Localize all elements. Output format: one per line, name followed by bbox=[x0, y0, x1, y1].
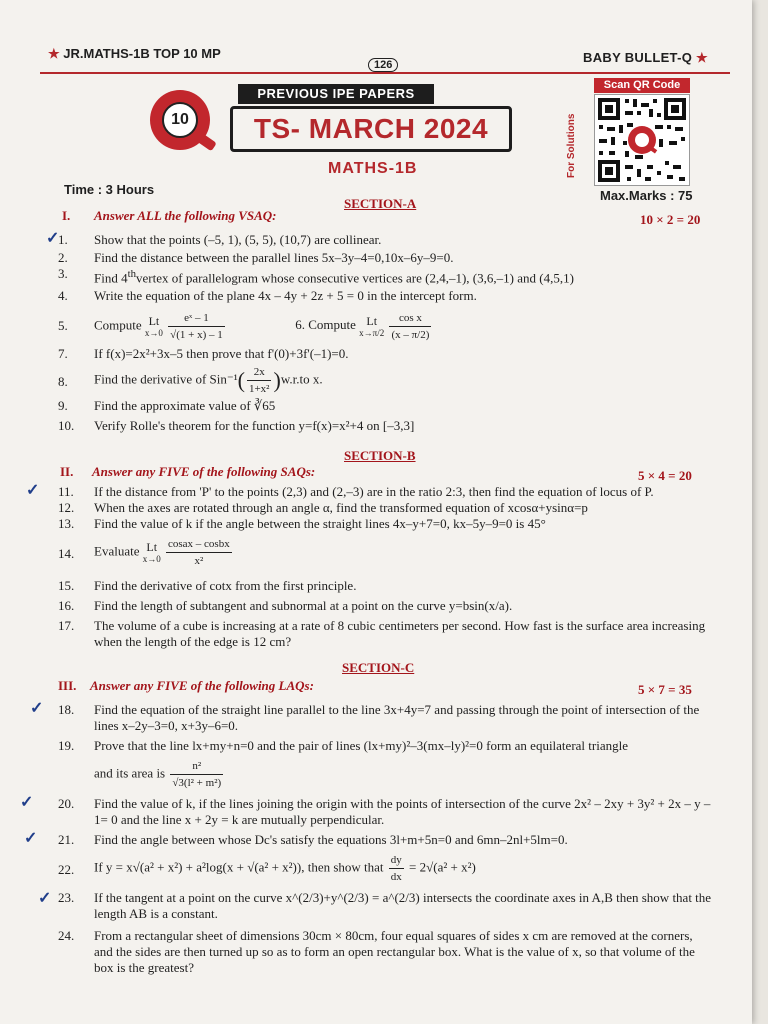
header-left: ★ JR.MATHS-1B TOP 10 MP bbox=[48, 46, 221, 61]
question-11: 11. If the distance from 'P' to the points (2,3) and (2,–3) are in the ratio 2:3, then find the equation of locus of P. bbox=[58, 484, 654, 499]
subject-title: MATHS-1B bbox=[328, 160, 418, 177]
question-8: 8. Find the derivative of Sin⁻¹( $\frac{2x}{\text{1+x²}}$ )w.r.to x. bbox=[58, 366, 323, 395]
section-c-marks: 5 × 7 = 35 bbox=[638, 682, 692, 697]
question-16: 16. Find the length of subtangent and subnormal at a point on the curve y=bsin(x/a). bbox=[58, 598, 513, 613]
time-allowed: Time : 3 Hours bbox=[64, 182, 155, 197]
section-a-roman: I. bbox=[62, 208, 71, 223]
question-9: 9. Find the approximate value of ∛65 bbox=[58, 398, 276, 413]
qr-code-graphic bbox=[595, 95, 689, 185]
header-right: BABY BULLET-Q ★ bbox=[583, 50, 708, 65]
question-14: 14. Evaluate Lt x→0 $\frac{\text{cosax – cosbx}}{\text{x²}}$ bbox=[58, 538, 230, 567]
section-b-marks: 5 × 4 = 20 bbox=[638, 468, 692, 483]
question-15: 15. Find the derivative of cotx from the first principle. bbox=[58, 578, 357, 593]
logo-number: 10 bbox=[162, 102, 198, 138]
question-7: 7. If f(x)=2x²+3x–5 then prove that f'(0)+3f'(–1)=0. bbox=[58, 346, 349, 361]
question-22: 22. If y = x√(a² + x²) + a²log(x + √(a² + x²)), then show that $\frac{dy}{dx}$ = 2√(a² + x²) bbox=[58, 854, 476, 883]
max-marks: Max.Marks : 75 bbox=[600, 188, 693, 203]
pen-tick-icon: ✓ bbox=[20, 794, 34, 811]
question-23: 23. If the tangent at a point on the curve x^(2/3)+y^(2/3) = a^(2/3) intersects the coordinate axes in A,B then show that the length AB is a constant. bbox=[58, 890, 712, 921]
question-12: 12. When the axes are rotated through an angle α, find the transformed equation of xcosα+ysinα=p bbox=[58, 500, 588, 515]
section-b-title: SECTION-B bbox=[344, 448, 416, 463]
q-logo-icon bbox=[150, 90, 210, 150]
section-a-instruction: Answer ALL the following VSAQ: bbox=[94, 208, 277, 223]
pen-tick-icon: ✓ bbox=[46, 230, 60, 247]
section-a-marks: 10 × 2 = 20 bbox=[640, 212, 701, 227]
question-4: 4. Write the equation of the plane 4x – 4y + 2z + 5 = 0 in the intercept form. bbox=[58, 288, 477, 303]
logo-tail bbox=[193, 131, 217, 152]
header-rule bbox=[40, 72, 730, 74]
star-icon: ★ bbox=[696, 50, 708, 65]
previous-papers-banner: PREVIOUS IPE PAPERS bbox=[238, 84, 434, 104]
page-number: 126 bbox=[368, 58, 398, 72]
pen-tick-icon: ✓ bbox=[26, 482, 40, 499]
for-solutions-label: For Solutions bbox=[566, 113, 577, 178]
section-c-instruction: Answer any FIVE of the following LAQs: bbox=[90, 678, 314, 693]
question-2: 2. Find the distance between the parallel lines 5x–3y–4=0,10x–6y–9=0. bbox=[58, 250, 454, 265]
section-b-roman: II. bbox=[60, 464, 74, 479]
section-a-title: SECTION-A bbox=[344, 196, 417, 211]
question-17: 17. The volume of a cube is increasing at a rate of 8 cubic centimeters per second. How fast is the surface area increasing when the length of the edge is 12 cm? bbox=[58, 618, 706, 649]
scan-qr-label: Scan QR Code bbox=[594, 78, 690, 93]
pen-tick-icon: ✓ bbox=[30, 700, 44, 717]
section-c-title: SECTION-C bbox=[342, 660, 415, 675]
star-icon: ★ bbox=[48, 46, 60, 61]
section-b-instruction: Answer any FIVE of the following SAQs: bbox=[92, 464, 316, 479]
question-20: 20. Find the value of k, if the lines joining the origin with the points of intersection of the curve 2x² – 2xy + 3y² + 2x – y – 1= 0 and the line x + 2y = k are mutually perpendicular. bbox=[58, 796, 711, 827]
question-5-6: 5. Compute Lt x→0 $\frac{\text{eˣ – 1}}{√(1 + x) - 1}$ 6. Compute Lt x→π/2 $\frac{\text{cos x}}{(x - \pi/2)}$ bbox=[58, 308, 712, 342]
section-c-roman: III. bbox=[58, 678, 77, 693]
question-13: 13. Find the value of k if the angle between the straight lines 4x–y+7=0, kx–5y–9=0 is 45° bbox=[58, 516, 546, 531]
question-10: 10. Verify Rolle's theorem for the function y=f(x)=x²+4 on [–3,3] bbox=[58, 418, 415, 433]
pen-tick-icon: ✓ bbox=[24, 830, 38, 847]
question-1: 1. Show that the points (–5, 1), (5, 5), (10,7) are collinear. bbox=[58, 232, 382, 247]
question-3: 3. Find 4thvertex of parallelogram whose consecutive vertices are (2,4,–1), (3,6,–1) and (4,5,1) bbox=[58, 266, 574, 286]
paper-title: TS- MARCH 2024 bbox=[230, 106, 512, 152]
question-19-area: and its area is $\frac{\text{n²}}{\text{√3(l² + m²)}}$ bbox=[94, 760, 222, 789]
question-21: 21. Find the angle between whose Dc's satisfy the equations 3l+m+5n=0 and 6mn–2nl+5lm=0. bbox=[58, 832, 568, 847]
question-6: 6. Compute Lt x→π/2 $\frac{\text{cos x}}{(x - \pi/2)}$ bbox=[295, 312, 430, 341]
question-19: 19. Prove that the line lx+my+n=0 and the pair of lines (lx+my)²–3(mx–ly)²=0 form an equilateral triangle bbox=[58, 738, 628, 753]
qr-code-icon bbox=[594, 94, 690, 186]
pen-tick-icon: ✓ bbox=[38, 890, 52, 907]
question-24: 24. From a rectangular sheet of dimensions 30cm × 80cm, four equal squares of sides x cm are removed at the corners, and the sides are then turned up so as to form an open rectangular box. What is the value of x, so that volume of the box is the greatest? bbox=[58, 928, 695, 975]
question-18: 18. Find the equation of the straight line parallel to the line 3x+4y=7 and passing through the point of intersection of the lines x–2y–3=0, x+3y–6=0. bbox=[58, 702, 700, 733]
